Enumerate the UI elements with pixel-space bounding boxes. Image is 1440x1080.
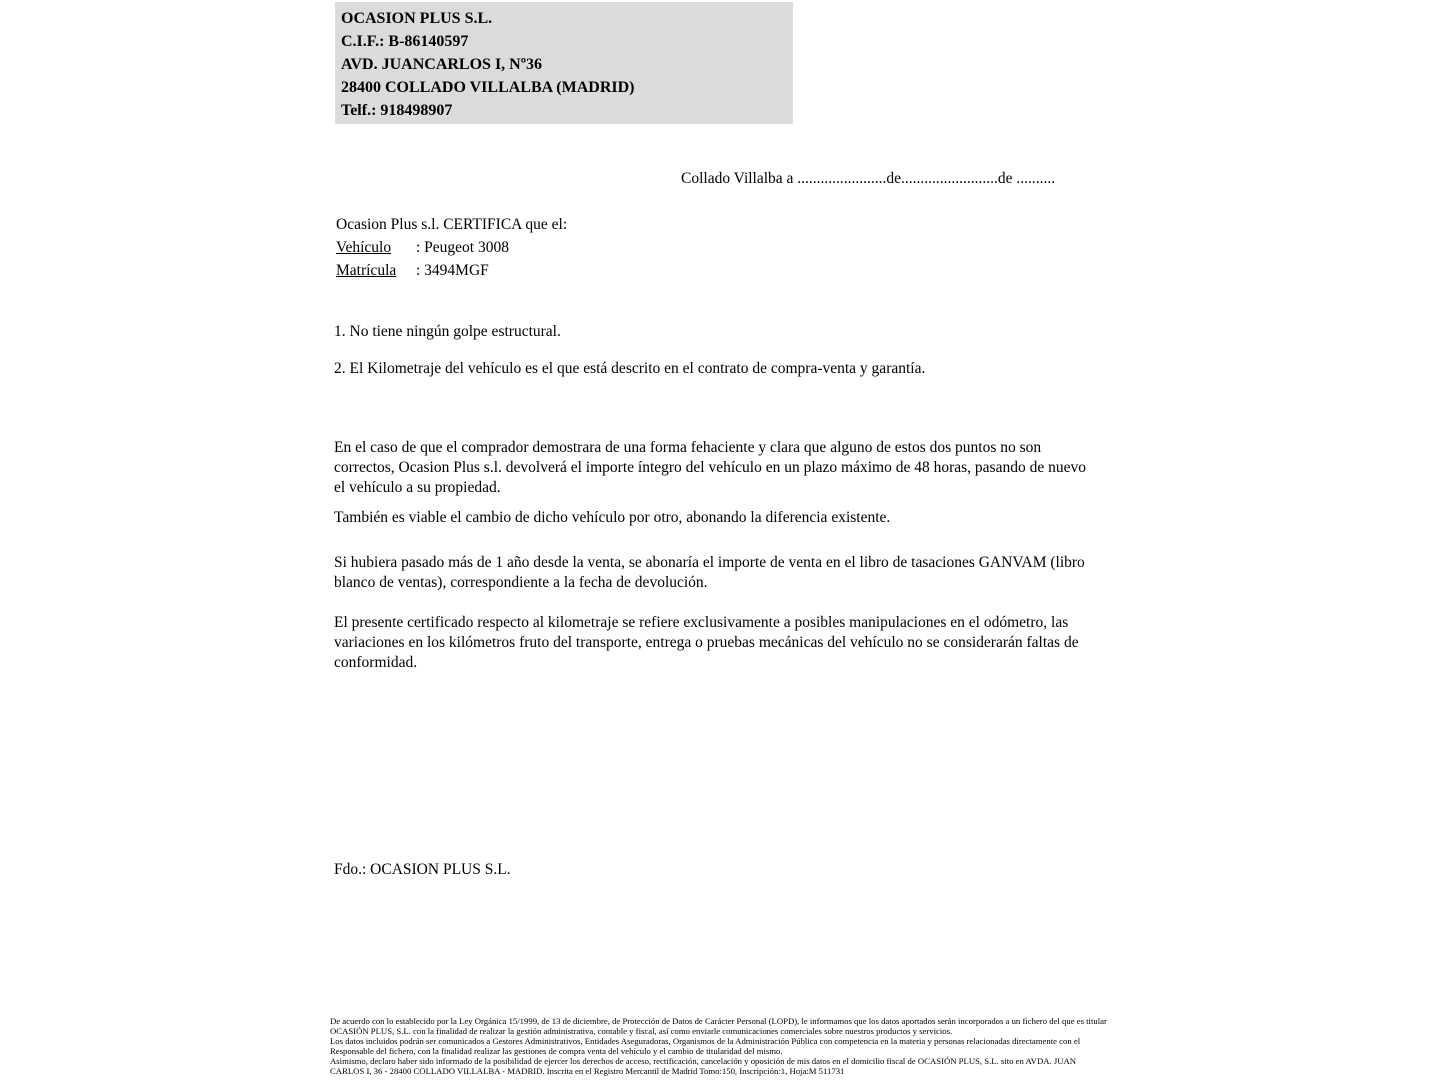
company-address: AVD. JUANCARLOS I, Nº36 bbox=[341, 56, 543, 73]
certifica-intro: Ocasion Plus s.l. CERTIFICA que el: bbox=[336, 216, 568, 233]
vehicle-field bbox=[336, 236, 567, 259]
ganvam-paragraph: Si hubiera pasado más de 1 año desde la venta, se abonaría el importe de venta en el libro de tasaciones GANVAM (libro blanco de ventas), correspondiente a la fecha de devolución. bbox=[334, 554, 1085, 591]
plate-label: Matrícula bbox=[336, 262, 397, 279]
vehicle-value: : Peugeot 3008 bbox=[416, 239, 509, 256]
company-header-box bbox=[335, 2, 793, 124]
legal-footer-lopd: De acuerdo con lo establecido por la Ley Orgánica 15/1999, de 13 de diciembre, de Protección de Datos de Carácter Personal (LOPD), le informamos que los datos aportados serán incorporados a un fichero del que es titular OCASIÓN PLUS, S.L. con la finalidad de realizar la gestión administrativa, contable y fiscal, así como enviarle comunicaciones comerciales sobre nuestros productos y servicios. bbox=[330, 1016, 1107, 1036]
company-cif: C.I.F.: B-86140597 bbox=[341, 33, 469, 50]
refund-paragraph: En el caso de que el comprador demostrara de una forma fehaciente y clara que alguno de estos dos puntos no son correctos, Ocasion Plus s.l. devolverá el importe íntegro del vehículo en un plazo máximo de 48 horas, pasando de nuevo el vehículo a su propiedad. bbox=[334, 439, 1086, 496]
plate-value: : 3494MGF bbox=[416, 262, 489, 279]
date-line: Collado Villalba a .......................de.........................de .......... bbox=[681, 170, 1056, 187]
exchange-paragraph: También es viable el cambio de dicho vehículo por otro, abonando la diferencia existente. bbox=[334, 509, 891, 526]
certification-block bbox=[336, 213, 567, 282]
signature-line: Fdo.: OCASION PLUS S.L. bbox=[334, 861, 511, 878]
legal-footer-rights: Asimismo, declaro haber sido informado de la posibilidad de ejercer los derechos de acceso, rectificación, cancelación y oposición de mis datos en el domicilio fiscal de OCASIÓN PLUS, S.L. sito en AVDA. JUAN CARLOS I, 36 - 28400 COLLADO VILLALBA - MADRID. Inscrita en el Registro Mercantil de Madrid Tomo:150, Inscripción:1, Hoja:M 511731 bbox=[330, 1055, 1077, 1076]
company-phone: Telf.: 918498907 bbox=[341, 102, 453, 119]
certified-point-2: 2. El Kilometraje del vehículo es el que está descrito en el contrato de compra-venta y garantía. bbox=[334, 360, 926, 377]
certified-point-1: 1. No tiene ningún golpe estructural. bbox=[334, 323, 561, 340]
company-name: OCASION PLUS S.L. bbox=[341, 10, 493, 27]
odometer-paragraph: El presente certificado respecto al kilometraje se refiere exclusivamente a posibles manipulaciones en el odómetro, las variaciones en los kilómetros fruto del transporte, entrega o pruebas mecánicas del vehículo no se considerarán faltas de conformidad. bbox=[334, 614, 1079, 671]
company-city: 28400 COLLADO VILLALBA (MADRID) bbox=[341, 79, 635, 96]
legal-footer bbox=[330, 1017, 1108, 1076]
vehicle-label: Vehículo bbox=[336, 239, 392, 256]
legal-footer-data-sharing: Los datos incluidos podrán ser comunicados a Gestores Administrativos, Entidades Aseguradoras, Organismos de la Administración Pública con competencia en la materia y personas relacionadas directamente con el Responsable del fichero, con la finalidad realizar las gestiones de compra venta del vehículo y el cambio de titularidad del mismo. bbox=[330, 1035, 1081, 1056]
plate-field bbox=[336, 259, 567, 282]
